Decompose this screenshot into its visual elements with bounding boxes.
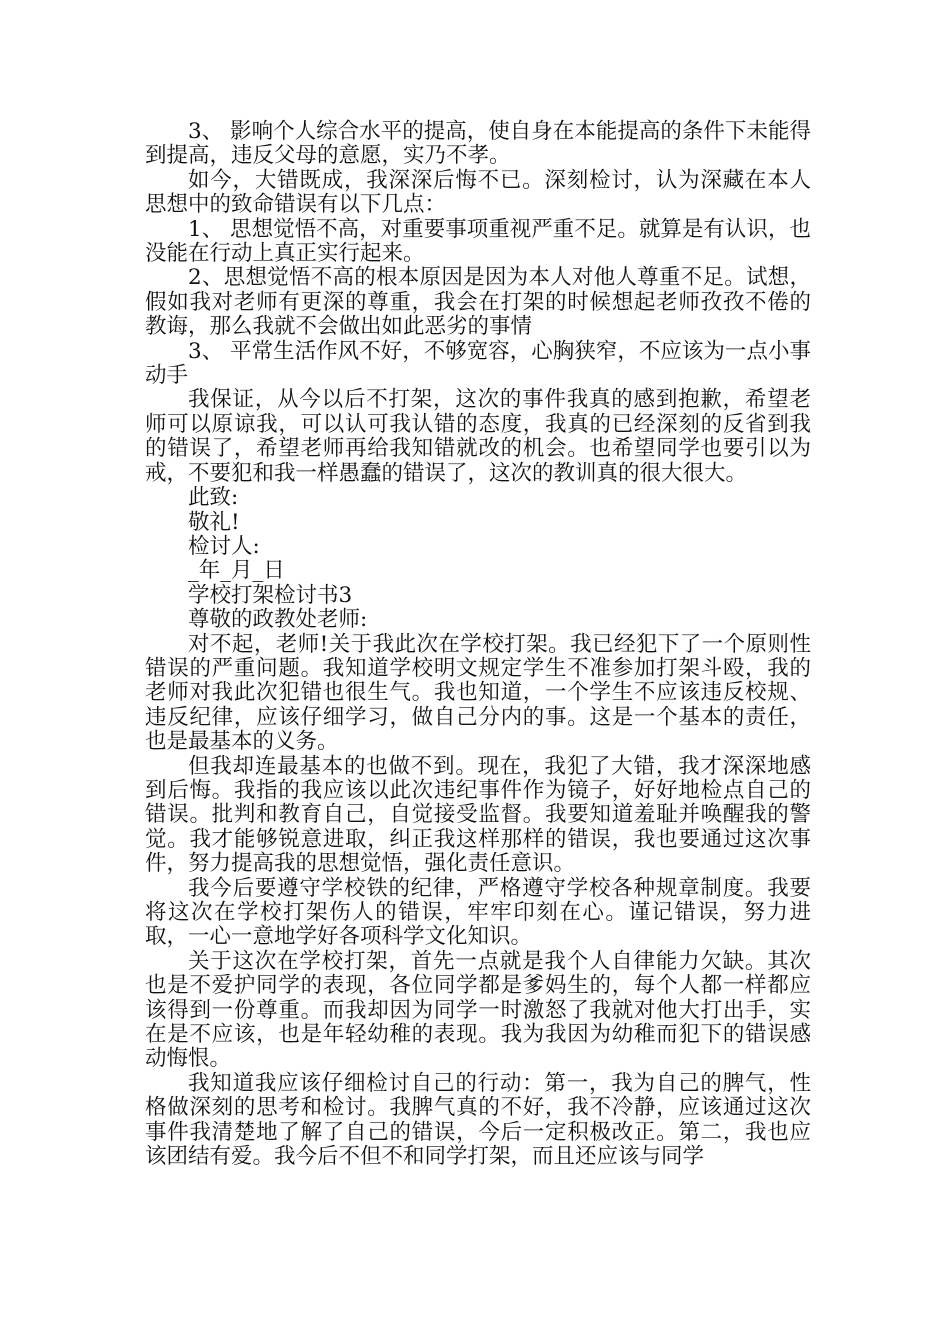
- paragraph-self-discipline: 关于这次在学校打架，首先一点就是我个人自律能力欠缺。其次也是不爱护同学的表现，各位同学都是爹妈生的，每个人都一样都应该得到一份尊重。而我却因为同学一时激怒了我就对他大打出手，实在是不应该，也是年轻幼稚的表现。我为我因为幼稚而犯下的错误感动悔恨。: [145, 948, 811, 1072]
- paragraph-self-examination: 我知道我应该仔细检讨自己的行动：第一，我为自己的脾气，性格做深刻的思考和检讨。我脾气真的不好，我不冷静，应该通过这次事件我清楚地了解了自己的错误，今后一定积极改正。第二，我也应该团结有爱。我今后不但不和同学打架，而且还应该与同学: [145, 1070, 811, 1170]
- signature-label: 检讨人:: [188, 533, 260, 559]
- document-body: [145, 120, 811, 1169]
- closing-respect: 敬礼!: [188, 509, 240, 535]
- closing-salutation: 此致:: [188, 485, 239, 511]
- paragraph-point-3-impact: 3、 影响个人综合水平的提高，使自身在本能提高的条件下未能得到提高，违反父母的意愿，实乃不孝。: [145, 119, 811, 169]
- paragraph-reflection: 但我却连最基本的也做不到。现在，我犯了大错，我才深深地感到后悔。我指的我应该以此次违纪事件作为镜子，好好地检点自己的错误。批判和教育自己，自觉接受监督。我要知道羞耻并唤醒我的警觉。我才能够锐意进取，纠正我这样那样的错误，我也要通过这次事件，努力提高我的思想觉悟，强化责任意识。: [145, 753, 811, 877]
- paragraph-point-1-awareness: 1、 思想觉悟不高，对重要事项重视严重不足。就算是有认识，也没能在行动上真正实行起来。: [145, 216, 811, 267]
- paragraph-regret: 如今，大错既成，我深深后悔不已。深刻检讨，认为深藏在本人思想中的致命错误有以下几点：: [145, 167, 811, 218]
- paragraph-apology: 对不起，老师!关于我此次在学校打架。我已经犯下了一个原则性错误的严重问题。我知道学校明文规定学生不准参加打架斗殴，我的老师对我此次犯错也很生气。我也知道，一个学生不应该违反校规、违反纪律，应该仔细学习，做自己分内的事。这是一个基本的责任，也是最基本的义务。: [145, 631, 811, 755]
- date-line: _年_月_日: [188, 558, 285, 584]
- paragraph-rules: 我今后要遵守学校铁的纪律，严格遵守学校各种规章制度。我要将这次在学校打架伤人的错误，牢牢印刻在心。谨记错误，努力进取，一心一意地学好各项科学文化知识。: [145, 875, 811, 950]
- section-title: 学校打架检讨书3: [188, 582, 353, 608]
- addressee-greeting: 尊敬的政教处老师:: [188, 607, 368, 633]
- paragraph-promise: 我保证，从今以后不打架，这次的事件我真的感到抱歉，希望老师可以原谅我，可以认可我认错的态度，我真的已经深刻的反省到我的错误了，希望老师再给我知错就改的机会。也希望同学也要引以为戒，不要犯和我一样愚蠢的错误了，这次的教训真的很大很大。: [145, 387, 811, 486]
- paragraph-point-2-respect: 2、思想觉悟不高的根本原因是因为本人对他人尊重不足。试想，假如我对老师有更深的尊重，我会在打架的时候想起老师孜孜不倦的教诲，那么我就不会做出如此恶劣的事情: [145, 265, 811, 340]
- paragraph-point-3-conduct: 3、 平常生活作风不好，不够宽容，心胸狭窄，不应该为一点小事动手: [145, 338, 811, 389]
